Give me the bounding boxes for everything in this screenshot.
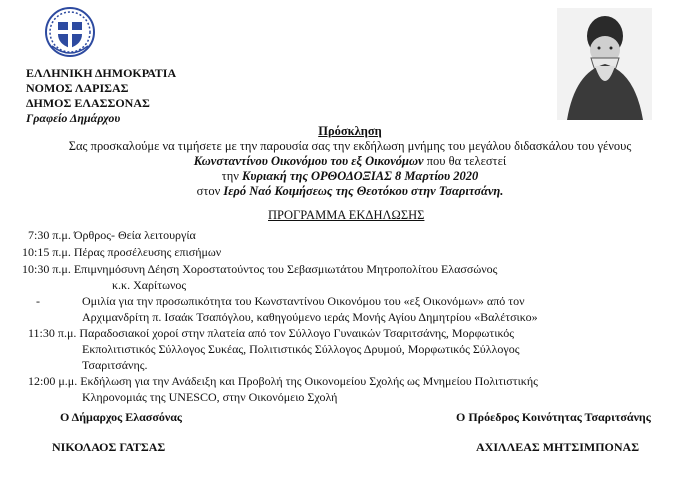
program-item-1030: 10:30 π.μ. Επιμνημόσυνη Δέηση Χοροστατούντος του Σεβασμιωτάτου Μητροπολίτου Ελασσώνος xyxy=(22,262,498,276)
mayor-title: Ο Δήμαρχος Ελασσόνας xyxy=(60,410,182,424)
header-office: Γραφείο Δημάρχου xyxy=(26,111,121,125)
greek-emblem-seal xyxy=(44,6,96,62)
community-president-title: Ο Πρόεδρος Κοινότητας Τσαριτσάνης xyxy=(456,410,651,424)
program-item-1200: 12:00 μ.μ. Εκδήλωση για την Ανάδειξη και Προβολή της Οικονομείου Σχολής ως Μνημείου Πολιτιστικής xyxy=(28,374,538,388)
program-item-speech: Ομιλία για την προσωπικότητα του Κωνσταντίνου Οικονόμου του «εξ Οικονόμων» από τον xyxy=(82,294,525,308)
program-item-1130: 11:30 π.μ. Παραδοσιακοί χοροί στην πλατεία από τον Σύλλογο Γυναικών Τσαριτσάνης, Μορφωτικός xyxy=(28,326,514,340)
honoree-name: Κωνσταντίνου Οικονόμου του εξ Οικονόμων xyxy=(193,154,424,168)
program-item-1200-cont: Κληρονομιάς της UNESCO, στην Οικονόμειο Σχολή xyxy=(82,390,338,404)
program-item-1130-cont2: Τσαριτσάνης. xyxy=(82,358,148,372)
mayor-name: ΝΙΚΟΛΑΟΣ ΓΑΤΣΑΣ xyxy=(52,440,166,454)
invitation-line-1: Σας προσκαλούμε να τιμήσετε με την παρουσία σας την εκδήλωση μνήμης του μεγάλου διδασκάλου του γένους xyxy=(68,139,632,153)
event-venue: Ιερό Ναό Κοιμήσεως της Θεοτόκου στην Τσαριτσάνη. xyxy=(223,184,504,198)
header-prefecture: ΝΟΜΟΣ ΛΑΡΙΣΑΣ xyxy=(26,81,129,95)
invitation-title: Πρόσκληση xyxy=(318,124,382,138)
header-municipality: ΔΗΜΟΣ ΕΛΑΣΣΟΝΑΣ xyxy=(26,96,150,110)
program-item-0730: 7:30 π.μ. Όρθρος- Θεία λειτουργία xyxy=(28,228,196,242)
invitation-line-2: Κωνσταντίνου Οικονόμου του εξ Οικονόμων που θα τελεστεί xyxy=(193,154,507,168)
header-block xyxy=(26,66,176,126)
event-date: Κυριακή της ΟΡΘΟΔΟΞΙΑΣ 8 Μαρτίου 2020 xyxy=(242,169,479,183)
portrait-konstantinos-oikonomou xyxy=(557,8,652,120)
program-item-speech-cont: Αρχιμανδρίτη π. Ισαάκ Τσαπόγλου, καθηγούμενο ιεράς Μονής Αγίου Δημητρίου «Βαλέτσικο» xyxy=(82,310,538,324)
program-item-1015: 10:15 π.μ. Πέρας προσέλευσης επισήμων xyxy=(22,245,222,259)
invitation-line-3: την Κυριακή της ΟΡΘΟΔΟΞΙΑΣ 8 Μαρτίου 2020 xyxy=(221,169,479,183)
community-president-name: ΑΧΙΛΛΕΑΣ ΜΗΤΣΙΜΠΟΝΑΣ xyxy=(476,440,640,454)
invitation-line-4: στον Ιερό Ναό Κοιμήσεως της Θεοτόκου στην Τσαριτσάνη. xyxy=(196,184,504,198)
program-heading: ΠΡΟΓΡΑΜΜΑ ΕΚΔΗΛΩΣΗΣ xyxy=(268,208,425,222)
program-item-bullet: - xyxy=(36,294,40,308)
program-item-1130-cont1: Εκπολιτιστικός Σύλλογος Συκέας, Πολιτιστικός Σύλλογος Δρυμού, Μορφωτικός Σύλλογος xyxy=(82,342,520,356)
program-item-1030-cont: κ.κ. Χαρίτωνος xyxy=(112,278,187,292)
header-republic: ΕΛΛΗΝΙΚΗ ΔΗΜΟΚΡΑΤΙΑ xyxy=(26,66,177,80)
